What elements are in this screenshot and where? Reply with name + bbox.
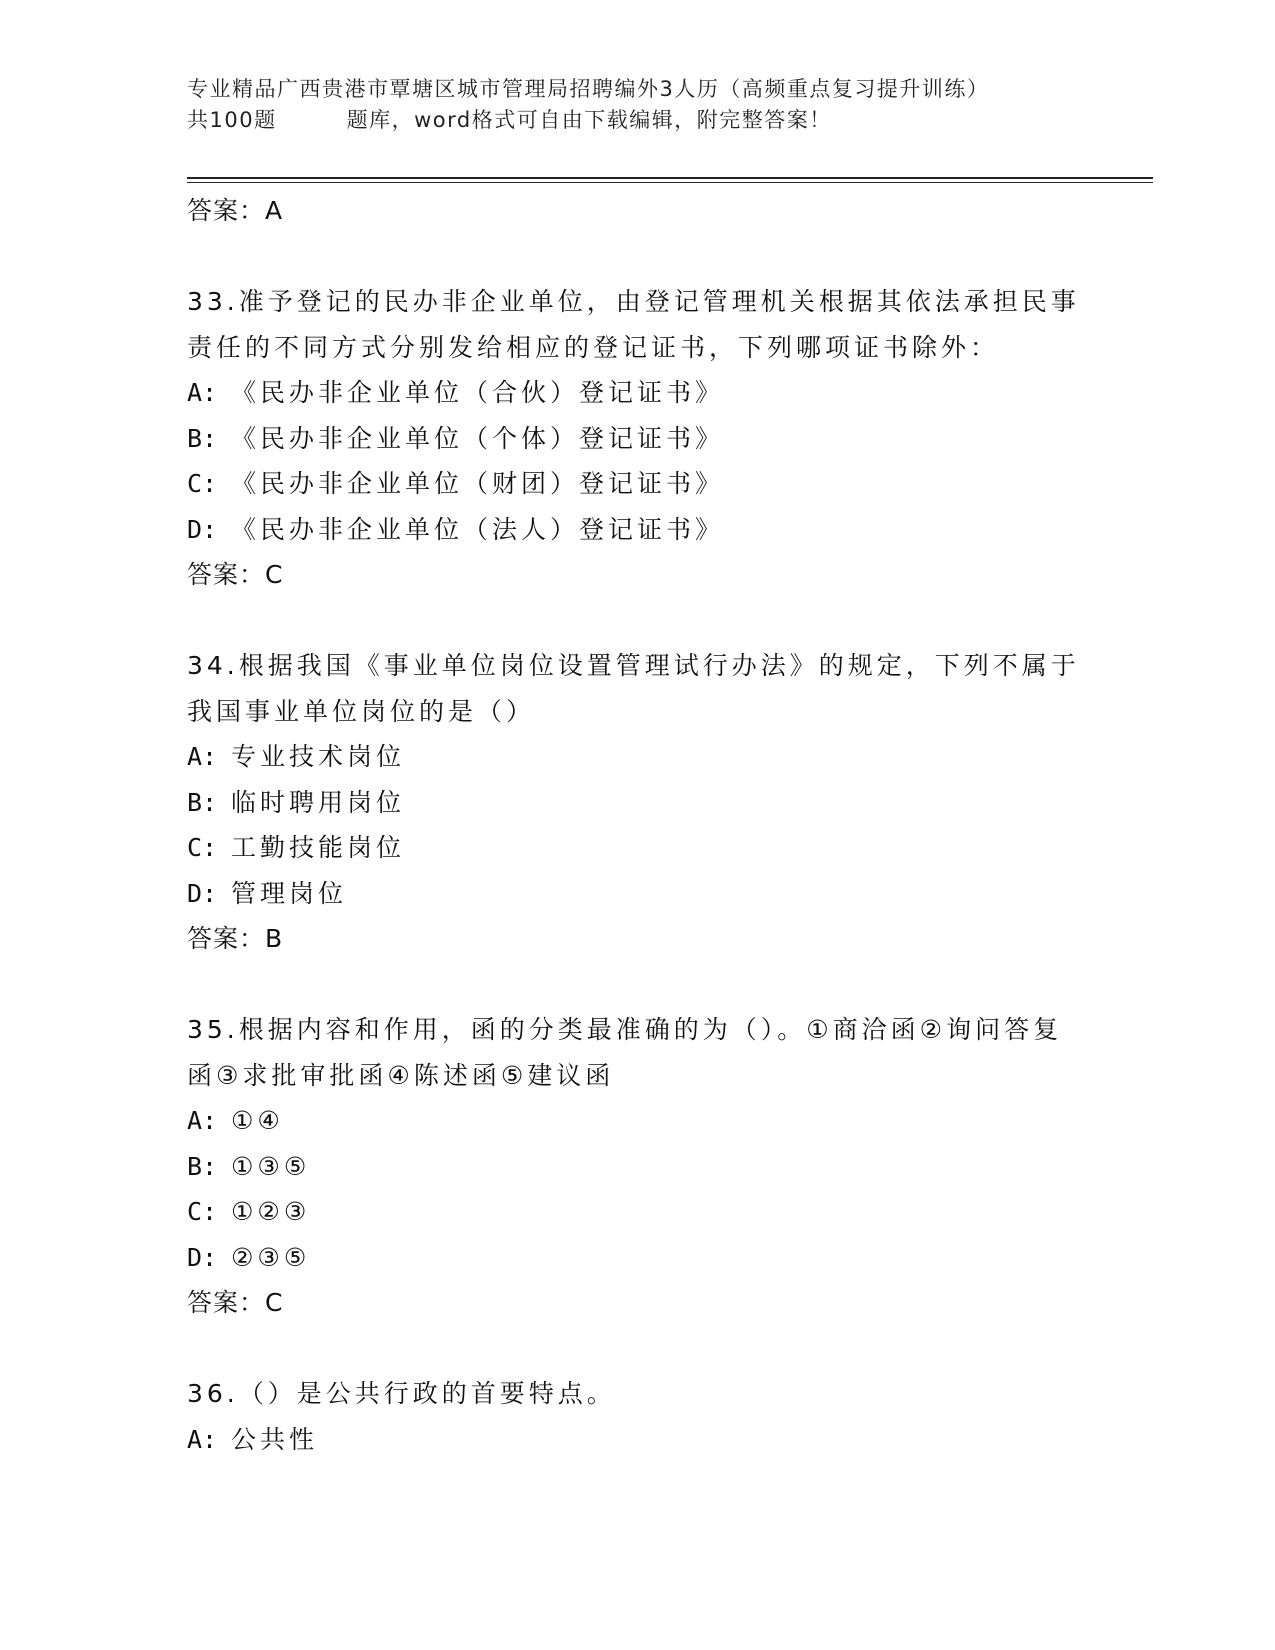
option-a (187, 1098, 1087, 1144)
option-b (187, 416, 1087, 462)
question-list (187, 188, 1087, 1462)
question-36 (187, 1371, 1087, 1462)
option-text: ①②③ (231, 1197, 311, 1226)
option-text: 《民办非企业单位（个体）登记证书》 (231, 423, 725, 453)
header-divider-thin (187, 182, 1153, 183)
header-title-line: 专业精品广西贵港市覃塘区城市管理局招聘编外3人历（高频重点复习提升训练） (187, 77, 990, 101)
option-text: ②③⑤ (231, 1242, 311, 1272)
option-letter: C: (187, 1197, 218, 1226)
option-letter: D: (187, 878, 218, 908)
answer-line: 答案：C (187, 560, 284, 589)
question-35 (187, 1007, 1087, 1325)
option-c (187, 1189, 1087, 1235)
header-divider-thick (187, 177, 1153, 179)
option-letter: B: (187, 787, 218, 817)
header-question-count: 共100题 (187, 108, 277, 132)
option-text: 工勤技能岗位 (231, 833, 406, 862)
previous-answer: 答案：A (187, 196, 284, 225)
option-text: 临时聘用岗位 (231, 787, 406, 817)
option-letter: C: (187, 469, 218, 498)
header-description: 题库，word格式可自由下载编辑，附完整答案！ (346, 108, 832, 132)
option-a (187, 734, 1087, 780)
question-34 (187, 643, 1087, 961)
answer-line: 答案：C (187, 1288, 284, 1317)
question-text: 36.（）是公共行政的首要特点。 (187, 1379, 616, 1408)
option-c (187, 461, 1087, 507)
option-a (187, 1417, 1087, 1463)
option-text: 公共性 (231, 1424, 319, 1454)
header-subtitle-line (187, 105, 1087, 136)
option-b (187, 1144, 1087, 1190)
option-text: 《民办非企业单位（合伙）登记证书》 (231, 378, 725, 407)
page-header (187, 74, 1087, 136)
option-letter: D: (187, 514, 218, 544)
option-d (187, 871, 1087, 917)
question-33 (187, 279, 1087, 597)
option-text: 《民办非企业单位（财团）登记证书》 (231, 469, 725, 498)
option-d (187, 507, 1087, 553)
option-letter: B: (187, 1151, 218, 1181)
question-text: 34.根据我国《事业单位岗位设置管理试行办法》的规定，下列不属于我国事业单位岗位的是（） (187, 651, 1080, 726)
option-text: 管理岗位 (231, 878, 348, 908)
answer-line: 答案：B (187, 924, 284, 953)
option-letter: C: (187, 833, 218, 862)
option-text: 《民办非企业单位（法人）登记证书》 (231, 514, 725, 544)
option-letter: A: (187, 1106, 218, 1135)
option-b (187, 780, 1087, 826)
question-text: 33.准予登记的民办非企业单位，由登记管理机关根据其依法承担民事责任的不同方式分别发给相应的登记证书，下列哪项证书除外： (187, 287, 1080, 362)
option-letter: B: (187, 423, 218, 453)
option-c (187, 825, 1087, 871)
option-letter: A: (187, 1424, 218, 1454)
option-letter: D: (187, 1242, 218, 1272)
option-letter: A: (187, 378, 218, 407)
option-d (187, 1235, 1087, 1281)
option-a (187, 370, 1087, 416)
option-text: ①④ (231, 1106, 284, 1135)
question-text: 35.根据内容和作用，函的分类最准确的为（）。①商洽函②询问答复函③求批审批函④陈述函⑤建议函 (187, 1015, 1063, 1090)
option-text: ①③⑤ (231, 1151, 311, 1181)
option-letter: A: (187, 742, 218, 771)
option-text: 专业技术岗位 (231, 742, 406, 771)
